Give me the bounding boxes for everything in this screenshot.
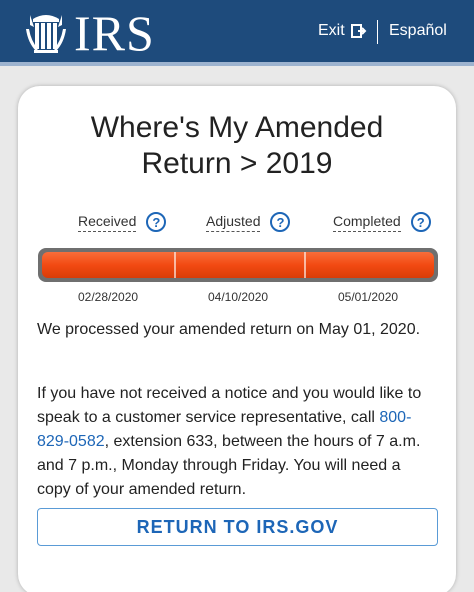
irs-eagle-icon [22,9,70,57]
page-title [0,110,474,182]
exit-link[interactable] [318,22,367,40]
date-received: 02/28/2020 [78,290,139,304]
progress-segment-divider [304,252,306,278]
step-label-completed[interactable]: Completed [333,213,401,232]
header-divider [377,20,378,44]
header-bottom-border [0,62,474,66]
notice-text-after: , extension 633, between the hours of 7 a.m. and 7 p.m., Monday through Friday. You will need a copy of your amended return. [37,433,421,498]
help-icon[interactable]: ? [270,212,290,232]
step-received [78,212,166,232]
exit-icon [351,24,367,38]
irs-logo[interactable] [22,6,182,60]
date-adjusted: 04/10/2020 [208,290,269,304]
step-completed [333,212,431,232]
contact-notice [37,382,437,502]
progress-fill [42,252,434,278]
step-label-adjusted[interactable]: Adjusted [206,213,260,232]
exit-label: Exit [318,22,345,39]
date-completed: 05/01/2020 [338,290,399,304]
notice-text-before: If you have not received a notice and you would like to speak to a customer service representative, call [37,385,422,426]
step-label-received[interactable]: Received [78,213,136,232]
return-to-irs-button[interactable]: RETURN TO IRS.GOV [37,508,438,546]
phone-link[interactable]: 800-829-0582 [37,409,412,450]
title-line-2: Return > 2019 [141,147,333,180]
language-link[interactable]: Español [389,22,447,39]
progress-segment-divider [174,252,176,278]
status-message: We processed your amended return on May 01, 2020. [37,321,421,338]
step-adjusted [206,212,290,232]
help-icon[interactable]: ? [411,212,431,232]
title-line-1: Where's My Amended [90,111,384,144]
top-header [0,0,474,66]
logo-text: IRS [74,5,155,61]
help-icon[interactable]: ? [146,212,166,232]
